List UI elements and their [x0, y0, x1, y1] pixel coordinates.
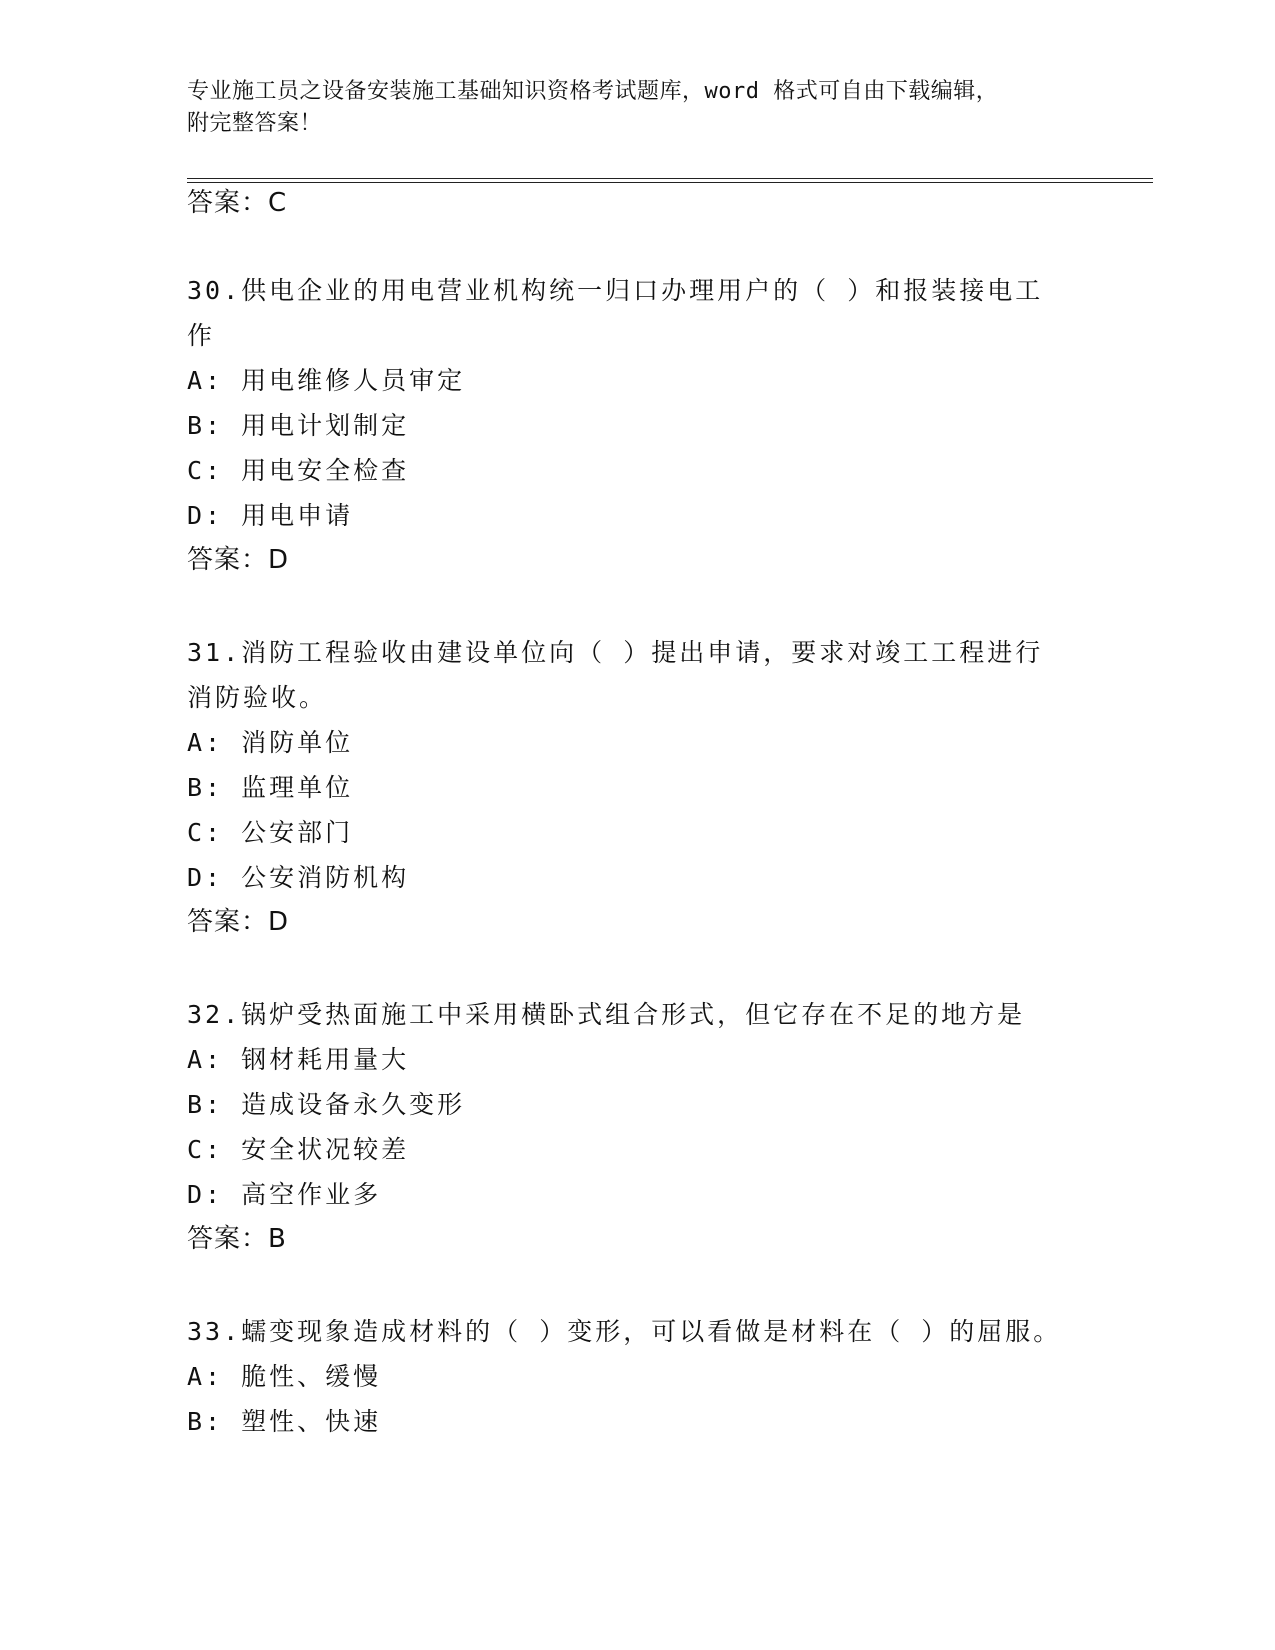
option-a: A: 钢材耗用量大 [187, 1045, 410, 1074]
option-a: A: 用电维修人员审定 [187, 366, 466, 395]
option-b: B: 用电计划制定 [187, 411, 410, 440]
answer-text: 答案：D [187, 545, 290, 575]
header-line-1: 专业施工员之设备安装施工基础知识资格考试题库，word 格式可自由下载编辑， [187, 79, 999, 104]
question-33 [187, 1309, 1067, 1444]
option-b: B: 监理单位 [187, 773, 354, 802]
answer-text: 答案：D [187, 907, 290, 937]
question-text: 32.锅炉受热面施工中采用横卧式组合形式，但它存在不足的地方是 [187, 1000, 1026, 1029]
option-d: D: 高空作业多 [187, 1180, 382, 1209]
option-b: B: 塑性、快速 [187, 1407, 382, 1436]
header-divider-top [187, 178, 1153, 179]
option-c: C: 用电安全检查 [187, 456, 410, 485]
question-text: 31.消防工程验收由建设单位向（ ）提出申请，要求对竣工工程进行 [187, 638, 1044, 667]
previous-answer-block [187, 181, 1067, 226]
option-c: C: 安全状况较差 [187, 1135, 410, 1164]
question-text-continued: 作 [187, 321, 216, 350]
document-header [187, 76, 1067, 140]
option-a: A: 脆性、缓慢 [187, 1362, 382, 1391]
option-a: A: 消防单位 [187, 728, 354, 757]
question-32 [187, 992, 1067, 1262]
header-line-2: 附完整答案！ [187, 111, 323, 136]
answer-text: 答案：B [187, 1224, 287, 1254]
option-d: D: 用电申请 [187, 501, 354, 530]
option-d: D: 公安消防机构 [187, 863, 410, 892]
question-text-continued: 消防验收。 [187, 683, 328, 712]
question-31 [187, 630, 1067, 945]
option-b: B: 造成设备永久变形 [187, 1090, 466, 1119]
question-30 [187, 268, 1067, 583]
answer-text: 答案：C [187, 188, 288, 218]
question-text: 30.供电企业的用电营业机构统一归口办理用户的（ ）和报装接电工 [187, 276, 1044, 305]
option-c: C: 公安部门 [187, 818, 354, 847]
question-text: 33.蠕变现象造成材料的（ ）变形，可以看做是材料在（ ）的屈服。 [187, 1317, 1062, 1346]
